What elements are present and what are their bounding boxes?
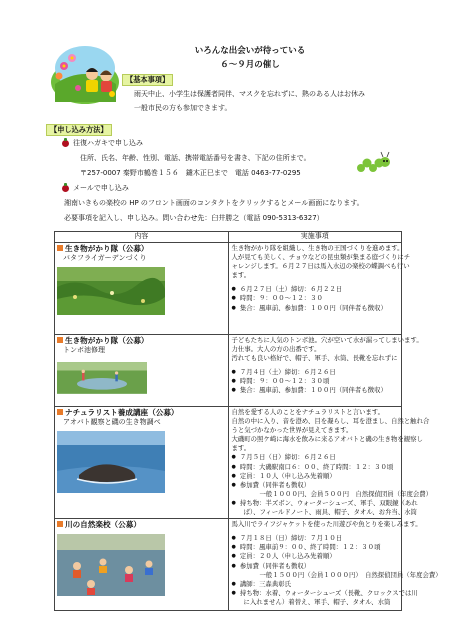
detail-line: 一般１０００円、会員５００円 自然探偵団員（年度会費）: [259, 489, 433, 498]
detail-line: 一般１５００円（会員１０００円） 自然探偵団員（年度会費）: [259, 570, 442, 579]
contact-line: 必要事項を記入し、申し込み。問い合わせ先：臼井勝之（電話 090-5313-6327）: [64, 214, 324, 222]
detail-line: 汚れても良い格好で、帽子、軍手、水筒、長靴を忘れずに: [231, 354, 398, 363]
detail-line: ば）、フィールドノート、雨具、帽子、タオル、お弁当、水筒: [243, 508, 417, 517]
postcard-address: 〒257-0007 秦野市鶴巻１５６ 鑓木正巳まで 電話 0463-77-0295: [80, 169, 301, 177]
details-cell: [228, 407, 433, 519]
detail-bullet-line: ● 定員：１０人（申し込み先着順）: [232, 472, 399, 481]
table-row: [55, 243, 402, 335]
detail-bullet-line: ● 時間：大磯駅南口６：００、終了時間：１２：３０頃: [232, 463, 399, 472]
detail-bullet-line: ● 時間：９：００～１２：３０頃: [232, 377, 399, 386]
detail-bullet-line: ● 集合：風車前、参加費：１００円（同伴者も徴収）: [232, 386, 399, 395]
application-method-label: 【申し込み方法】: [46, 124, 112, 136]
detail-bullet-line: ● 持ち物：水着、ウォーターシューズ（長靴、クロックスでは川: [232, 589, 399, 598]
details-cell: [228, 335, 423, 407]
table-row: [55, 407, 402, 519]
detail-line: 自然を愛する人のことをナチュラリストと言います。: [231, 408, 385, 416]
square-bullet-icon: [57, 521, 63, 527]
detail-bullet-line: ● 参加費（同伴者も徴収）: [232, 562, 399, 571]
event-subtitle-3: アオバト観察と磯の生き物調べ: [63, 418, 161, 427]
details-cell: [228, 519, 442, 611]
basic-info-line-1: 雨天中止、小学生は保護者同伴、マスクを忘れずに、熱のある人はお休み: [134, 90, 365, 98]
square-bullet-icon: [57, 409, 63, 415]
detail-bullet-line: ● ６月２７日（土）締切：６月２２日: [232, 285, 399, 294]
table-header-row: [55, 232, 402, 243]
detail-line: 馬入川でライフジャケットを使った川遊びや魚とりを楽しみます。: [231, 520, 422, 529]
detail-line: うと気づかなかった世界が見えてきます。: [231, 426, 353, 435]
detail-bullet-line: ● 持ち物：半ズボン、ウォーターシューズ、軍手、双眼鏡（あれ: [232, 499, 399, 508]
detail-line: ャレンジします。６月２７日は馬入水辺の楽校の蝶調べも行い: [231, 262, 410, 271]
postcard-heading: 往復ハガキで申し込み: [62, 139, 143, 148]
header-content: 内容: [55, 232, 229, 243]
strawberry-icon: [62, 185, 69, 192]
detail-bullet-line: ● ７月５日（日）締切：６月２６日: [232, 453, 399, 462]
detail-bullet-line: ● 時間：９：００～１２：３０: [232, 294, 399, 303]
table-row: [55, 335, 402, 407]
detail-line: 人が見ても美しく、チョウなどの昆虫類が集まる庭づくりにチ: [231, 253, 411, 262]
basic-info-line-2: 一般市民の方も参加できます。: [134, 104, 232, 112]
event-cell: [55, 519, 229, 611]
detail-line: に入れません）着替え、軍手、帽子、タオル、水筒: [243, 597, 391, 606]
detail-line: 自然の中に入り、音を澄め、目を凝らし、耳を澄まし、自然と触れ合: [231, 417, 430, 426]
strawberry-icon: [62, 140, 69, 147]
detail-line: ます。: [231, 271, 251, 280]
events-table: [54, 231, 442, 611]
event-cell: [55, 335, 229, 407]
detail-line: 力仕事。大人の方の出番です。: [231, 345, 321, 354]
square-bullet-icon: [57, 245, 63, 251]
event-title: いろんな出会いが待っている: [194, 46, 306, 56]
event-cell: [55, 243, 229, 335]
event-title-1: 生き物がかり隊（公募）: [57, 244, 226, 254]
event-subtitle-2: トンボ池修理: [63, 346, 105, 355]
dragonfly-pond-photo: [57, 359, 147, 397]
detail-line: 子どもたちに人気のトンボ池。穴が空いて水が漏ってしまいます。: [231, 336, 423, 344]
detail-bullet-line: ● 参加費（同伴者も徴収）: [232, 481, 399, 490]
event-subtitle-1: バタフライガーデンづくり: [63, 254, 147, 263]
detail-bullet-line: ● ７月４日（土）締切：６月２６日: [232, 368, 399, 377]
detail-line: 大磯町の照ケ崎に海水を飲みに来るアオバトと磯の生き物を観察し: [231, 435, 423, 444]
caterpillar-icon: [355, 150, 391, 176]
detail-bullet-line: ● 定員：２０人（申し込み先着順）: [232, 552, 399, 561]
table-row: [55, 519, 402, 611]
detail-bullet-line: ● ７月１８日（日）締切：７月１０日: [232, 534, 399, 543]
event-cell: [55, 407, 229, 519]
details-cell: [228, 243, 411, 335]
river-play-photo: [57, 534, 165, 596]
detail-line: ます。: [231, 444, 251, 453]
basic-info-label: 【基本事項】: [122, 74, 173, 86]
event-title-2: 生き物がかり隊（公募）: [57, 336, 226, 346]
mail-heading: メールで申し込み: [62, 184, 129, 193]
sea-rock-photo: [57, 431, 165, 493]
mail-line-1: 湘南いきもの楽校の HP のフロント画面のコンタクトをクリックするとメール画面になります。: [64, 199, 364, 207]
event-title-3: ナチュラリスト養成講座（公募）: [57, 408, 226, 418]
event-title-4: 川の自然楽校（公募）: [57, 520, 226, 530]
detail-line: 生き物がかり隊を組織し、生き物の王国づくりを進めます。: [231, 244, 404, 252]
header-details: 実施事項: [228, 232, 402, 243]
children-flower-illustration: [50, 44, 120, 106]
detail-bullet-line: ● 時間：風車前９：００、終了時間：１２：３０頃: [232, 543, 399, 552]
postcard-line-1: 住所、氏名、年齢、性別、電話、携帯電話番号を書き、下記の住所まで。: [80, 154, 311, 162]
event-subtitle: ６～９月の催し: [220, 60, 280, 70]
detail-bullet-line: ● 講師：三森典彰氏: [232, 580, 399, 589]
detail-bullet-line: ● 集合：風車前、参加費：１００円（同伴者も徴収）: [232, 304, 399, 313]
butterfly-garden-photo: [57, 267, 165, 315]
square-bullet-icon: [57, 337, 63, 343]
